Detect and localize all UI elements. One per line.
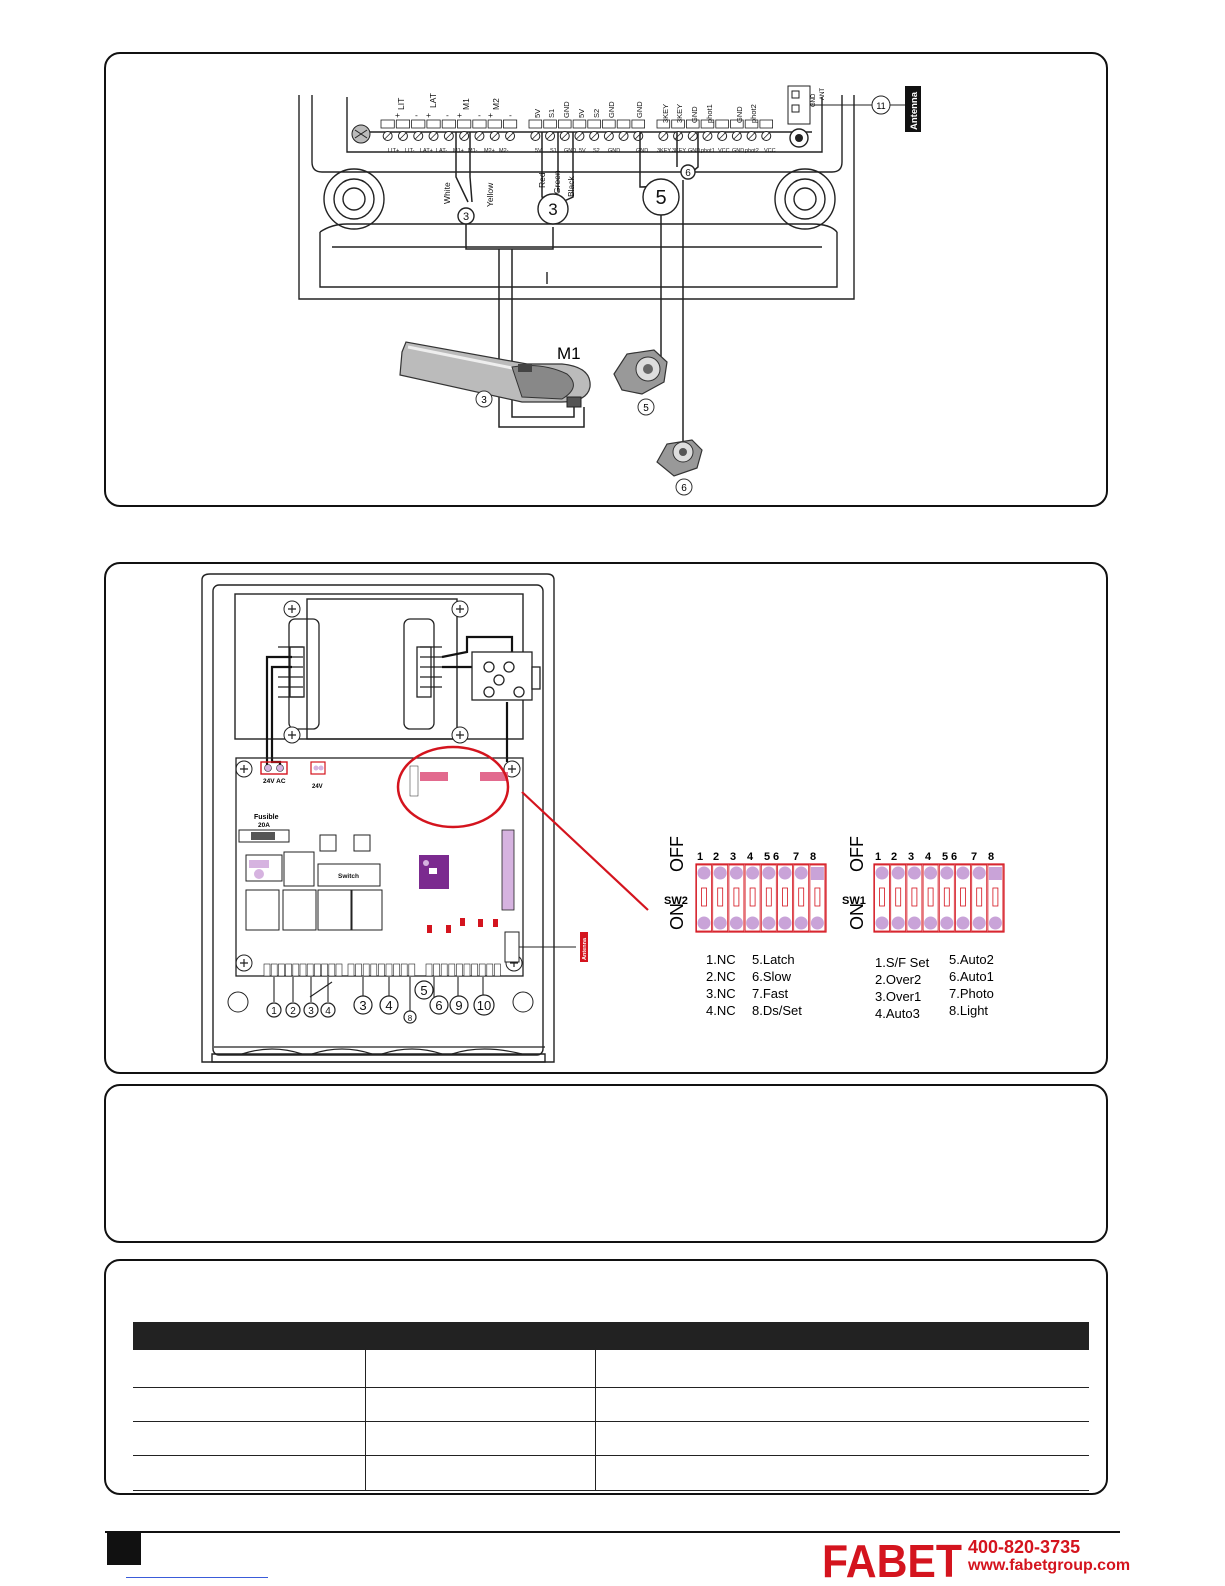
j4-bottom-label: LAT-: [436, 148, 448, 154]
terminal-slot: [558, 120, 571, 128]
board-terminal: [487, 964, 493, 976]
dip-slot: [896, 888, 901, 906]
sw2-number: 3: [730, 851, 737, 863]
board-callout: 9: [455, 998, 463, 1013]
j5-bottom-label: 5V: [535, 148, 542, 154]
callout-3-small: 3: [462, 211, 470, 223]
callout-5: 5: [655, 187, 667, 209]
sw2-legend-item: 1.NC: [706, 952, 736, 967]
dip-slot: [783, 888, 788, 906]
board-terminal: [314, 964, 320, 976]
sw1-legend: [875, 952, 994, 1021]
page-link-underline[interactable]: [126, 1577, 268, 1578]
j5-label: GND: [635, 101, 644, 118]
dip-knob: [957, 867, 970, 880]
j5-label: S1: [547, 108, 556, 118]
fuse: [239, 814, 289, 842]
board-callout: 3: [308, 1006, 314, 1017]
sw1-legend-item: 4.Auto3: [875, 1006, 920, 1021]
dip-slot: [928, 888, 933, 906]
j5-bottom-label: S1: [550, 148, 557, 154]
dip-slot: [815, 888, 820, 906]
j3-label: GND: [690, 106, 699, 123]
board-antenna-label: Antenna: [582, 938, 588, 960]
table-cell: [365, 1422, 596, 1455]
j4-label: +: [457, 110, 462, 120]
part-number-6: 6: [681, 483, 687, 494]
sw2-number: 5: [764, 851, 771, 863]
board-terminal: [449, 964, 455, 976]
j5-top-labels: [533, 101, 644, 118]
sw1-number: 1: [875, 851, 882, 863]
sw1-number: 2: [891, 851, 898, 863]
highlight-ellipse: [398, 747, 508, 827]
board-terminal: [307, 964, 313, 976]
j3-bottom-label: VCC: [718, 148, 730, 154]
j4-bottom-label: LIT-: [405, 148, 415, 154]
j4-bottom-label: LAT+: [420, 148, 433, 154]
microcontroller: [419, 855, 449, 889]
j3-bottom-label: VCC: [764, 148, 776, 154]
table-cell: [133, 1350, 366, 1387]
board-dip-switches: [410, 766, 508, 796]
dip-knob: [779, 867, 792, 880]
dip-knob: [908, 917, 921, 930]
table-cell: [133, 1388, 366, 1421]
j5-label: GND: [607, 101, 616, 118]
dip-knob: [924, 917, 937, 930]
dip-knob: [762, 917, 775, 930]
j3-bottom-labels: [657, 148, 776, 154]
sw1-legend-item: 2.Over2: [875, 972, 922, 987]
table-cell: [365, 1350, 596, 1387]
dip-knob: [779, 917, 792, 930]
dip-knob: [989, 917, 1002, 930]
table-header: [133, 1322, 1089, 1350]
sw2-legend-item: 5.Latch: [752, 952, 795, 967]
j4-label: -: [478, 110, 481, 120]
sw1-name: SW1: [842, 895, 866, 907]
dip-knob: [730, 867, 743, 880]
j3-bottom-label: phot1: [701, 148, 715, 154]
terminal-slot: [412, 120, 425, 128]
dip-knob: [714, 917, 727, 930]
board-terminal: [409, 964, 415, 976]
footer-website[interactable]: www.fabetgroup.com: [968, 1557, 1131, 1574]
dip-knob: [876, 917, 889, 930]
j3-label: 3KEY: [675, 103, 684, 123]
terminal-slot: [529, 120, 542, 128]
terminal-slot: [760, 120, 773, 128]
sw2-number: 6: [773, 851, 780, 863]
j3-label: phot1: [705, 104, 714, 123]
board-callout: 5: [420, 983, 428, 998]
dip-slot: [977, 888, 982, 906]
highlight-pointer: [522, 792, 648, 910]
terminal-slot: [488, 120, 501, 128]
j3-label: 3KEY: [661, 103, 670, 123]
j4-label: -: [509, 110, 512, 120]
board-terminal: [322, 964, 328, 976]
sw1-off-label: OFF: [847, 836, 867, 872]
terminal-slot: [396, 120, 409, 128]
sw2-legend-item: 7.Fast: [752, 986, 789, 1001]
sw2-legend-item: 6.Slow: [752, 969, 792, 984]
table-cell: [365, 1456, 596, 1490]
dip-knob: [795, 917, 808, 930]
board-terminal: [494, 964, 500, 976]
dip-slot: [734, 888, 739, 906]
dip-knob: [730, 917, 743, 930]
sw1-number: 8: [988, 851, 995, 863]
board-terminal: [378, 964, 384, 976]
wire-label-yellow: Yellow: [485, 182, 495, 207]
sw1-legend-item: 1.S/F Set: [875, 955, 930, 970]
fuse-rating: 20A: [258, 822, 270, 829]
board-callout: 10: [476, 998, 492, 1013]
dip-slot: [702, 888, 707, 906]
sw2-name: SW2: [664, 895, 688, 907]
sw2-number: 4: [747, 851, 754, 863]
j4-label: M1: [461, 98, 471, 110]
dip-switch-panel: [104, 562, 1108, 1074]
sw1-number: 3: [908, 851, 915, 863]
dip-slot: [718, 888, 723, 906]
antenna-terminal-label: GND: [811, 93, 817, 107]
page-number-box: [107, 1533, 141, 1565]
dip-knob: [924, 867, 937, 880]
terminal-slot: [458, 120, 471, 128]
board-terminal: [394, 964, 400, 976]
dip-knob: [762, 867, 775, 880]
board-terminal: [271, 964, 277, 976]
table-row: [133, 1350, 1089, 1388]
ac-connector: [261, 762, 325, 790]
terminal-slot: [503, 120, 516, 128]
j4-label: LAT: [428, 93, 438, 108]
footer-rule: [105, 1531, 1120, 1533]
board-terminal: [293, 964, 299, 976]
dip-slot: [961, 888, 966, 906]
terminal-slot: [617, 120, 630, 128]
wire-label-black: Black: [566, 176, 576, 197]
board-terminal: [371, 964, 377, 976]
j4-label: +: [395, 110, 400, 120]
board-terminal: [356, 964, 362, 976]
terminal-slot: [632, 120, 645, 128]
j3-bottom-label: 3KEY: [672, 148, 687, 154]
board-terminal: [441, 964, 447, 976]
logo-text: FABET: [822, 1535, 962, 1581]
dip-knob: [973, 867, 986, 880]
table-row: [133, 1422, 1089, 1456]
terminal-slot: [381, 120, 394, 128]
board-terminal: [300, 964, 306, 976]
wire-label-red: Red: [537, 172, 547, 188]
board-callout: 6: [435, 998, 443, 1013]
board-terminal: [363, 964, 369, 976]
fabet-wordmark-icon: [822, 1535, 968, 1581]
sw1-number: 4: [925, 851, 932, 863]
photocell-5-icon: [614, 350, 667, 415]
dip-knob: [714, 867, 727, 880]
terminal-slot: [603, 120, 616, 128]
sw1-on-label: ON: [847, 903, 867, 930]
table-row: [133, 1388, 1089, 1422]
sw2-legend: [706, 952, 802, 1018]
switch-label: Switch: [338, 873, 359, 880]
terminal-slot: [544, 120, 557, 128]
antenna-label: Antenna: [909, 92, 920, 130]
board-terminal: [286, 964, 292, 976]
sw2-on-label: ON: [667, 903, 687, 930]
sw2-off-label: OFF: [667, 836, 687, 872]
board-terminal-strip: [264, 964, 500, 976]
sw1-number: 7: [971, 851, 978, 863]
sw2-legend-item: 4.NC: [706, 1003, 736, 1018]
j5-bottom-label: GND: [564, 148, 577, 154]
dip-knob: [957, 917, 970, 930]
j5-label: 5V: [577, 108, 586, 118]
sw1-legend-item: 3.Over1: [875, 989, 922, 1004]
transformer: [278, 619, 442, 729]
j4-label: -: [446, 110, 449, 120]
board-terminal: [348, 964, 354, 976]
board-terminal: [386, 964, 392, 976]
dip-knob: [940, 867, 953, 880]
dip-knob: [973, 917, 986, 930]
terminal-block-j5: [529, 120, 645, 141]
j3-bottom-label: GND: [732, 148, 745, 154]
j5-label: 5V: [533, 108, 542, 118]
dc-label: 24V: [312, 784, 323, 790]
dip-knob: [698, 917, 711, 930]
j5-bottom-labels: [535, 148, 648, 154]
board-terminal: [336, 964, 342, 976]
j3-label: GND: [735, 106, 744, 123]
footer-phone: 400-820-3735: [968, 1537, 1081, 1557]
sw2-number: 8: [810, 851, 817, 863]
sw1-legend-item: 8.Light: [949, 1003, 989, 1018]
sw2-number: 2: [713, 851, 720, 863]
board-terminal: [426, 964, 432, 976]
dip-knob: [811, 867, 824, 880]
dip-slot: [799, 888, 804, 906]
fabet-logo: [822, 1535, 1131, 1586]
dip-knob: [892, 917, 905, 930]
j3-label: phot2: [749, 104, 758, 123]
enclosure-feet: [214, 1047, 545, 1054]
board-terminal: [479, 964, 485, 976]
dip-knob: [795, 867, 808, 880]
j4-bottom-label: M1-: [468, 148, 478, 154]
wiring-diagram-panel: [104, 52, 1108, 507]
motor-label: M1: [557, 344, 581, 363]
board-terminal: [401, 964, 407, 976]
mains-terminal-block: [472, 652, 540, 700]
callout-6: 6: [685, 168, 691, 179]
terminal-slot: [716, 120, 729, 128]
sw1-number: 6: [951, 851, 958, 863]
dip-knob: [940, 917, 953, 930]
dip-knob: [811, 917, 824, 930]
table-cell: [365, 1388, 596, 1421]
j3-top-labels: [661, 104, 758, 123]
vertical-header: [502, 830, 514, 910]
dip-slot: [912, 888, 917, 906]
j4-bottom-label: M2-: [499, 148, 509, 154]
j4-top-labels: [395, 93, 512, 120]
j4-label: -: [415, 110, 418, 120]
board-leds: [427, 918, 498, 933]
dip-knob: [892, 867, 905, 880]
j4-label: M2: [491, 98, 501, 110]
part-number-3: 3: [481, 395, 487, 406]
sw2-numbers: [697, 851, 816, 863]
j3-bottom-label: 3KEY: [657, 148, 672, 154]
terminal-slot: [588, 120, 601, 128]
board-callout: 4: [385, 998, 393, 1013]
sw2-legend-item: 3.NC: [706, 986, 736, 1001]
antenna-terminal-label: ANT: [820, 88, 826, 100]
sw1-number: 5: [942, 851, 949, 863]
board-terminal: [472, 964, 478, 976]
photocell-6-icon: [657, 440, 702, 495]
sw1-legend-item: 5.Auto2: [949, 952, 994, 967]
callout-3-large: 3: [548, 200, 558, 219]
board-terminal: [464, 964, 470, 976]
part-number-5: 5: [643, 403, 649, 414]
sw2-legend-item: 2.NC: [706, 969, 736, 984]
board-callout: 8: [407, 1014, 413, 1023]
board-callout: 2: [290, 1006, 296, 1017]
j4-label: +: [426, 110, 431, 120]
board-terminal: [278, 964, 284, 976]
table-cell: [133, 1456, 366, 1490]
dip-knob: [698, 867, 711, 880]
dip-knob: [746, 917, 759, 930]
terminal-slot: [573, 120, 586, 128]
board-terminal: [456, 964, 462, 976]
control-board-diagram: [106, 564, 1106, 1072]
motor-arm-icon: [400, 342, 590, 407]
dip-slot: [750, 888, 755, 906]
j4-bottom-label: M1+: [453, 148, 464, 154]
j4-bottom-labels: [388, 148, 509, 154]
sw2-number: 1: [697, 851, 704, 863]
empty-text-panel: [104, 1084, 1108, 1243]
terminal-slot: [427, 120, 440, 128]
ac-label: 24V AC: [263, 778, 286, 785]
j4-label: +: [488, 110, 493, 120]
sw1-legend-item: 7.Photo: [949, 986, 994, 1001]
dip-slot: [766, 888, 771, 906]
dip-slot: [944, 888, 949, 906]
wire-label-green: Green: [552, 170, 562, 194]
j4-bottom-label: LIT+: [388, 148, 400, 154]
dip-slot: [880, 888, 885, 906]
board-terminal: [434, 964, 440, 976]
relays: [246, 835, 382, 930]
j4-label: LIT: [396, 97, 406, 110]
board-callout: 1: [271, 1006, 277, 1017]
terminal-slot: [442, 120, 455, 128]
board-terminal: [329, 964, 335, 976]
board-antenna: [505, 932, 588, 962]
fusible-label: Fusible: [254, 814, 279, 821]
table-cell: [133, 1422, 366, 1455]
table-row: [133, 1456, 1089, 1491]
dip-knob: [746, 867, 759, 880]
j5-bottom-label: GND: [608, 148, 621, 154]
j5-label: GND: [562, 101, 571, 118]
board-terminal: [264, 964, 270, 976]
wire-label-white: White: [442, 182, 452, 204]
terminal-slot: [473, 120, 486, 128]
j3-bottom-label: GND: [688, 148, 701, 154]
sw1-legend-item: 6.Auto1: [949, 969, 994, 984]
terminal-block-j4: [381, 120, 517, 141]
j5-label: S2: [592, 108, 601, 118]
callout-11: 11: [876, 101, 886, 111]
j5-bottom-label: 5V: [579, 148, 586, 154]
board-callout: 4: [325, 1006, 331, 1017]
dip-slot: [993, 888, 998, 906]
sw1-numbers: [875, 851, 994, 863]
j5-bottom-label: S2: [593, 148, 600, 154]
sw2-number: 7: [793, 851, 800, 863]
wiring-diagram: [106, 54, 1106, 505]
j5-bottom-label: GND: [636, 148, 649, 154]
dip-knob: [989, 867, 1002, 880]
j4-bottom-label: M2+: [484, 148, 495, 154]
j3-bottom-label: phot2: [745, 148, 759, 154]
sw2-legend-item: 8.Ds/Set: [752, 1003, 802, 1018]
dip-knob: [876, 867, 889, 880]
dip-knob: [908, 867, 921, 880]
board-callout: 3: [359, 998, 367, 1013]
